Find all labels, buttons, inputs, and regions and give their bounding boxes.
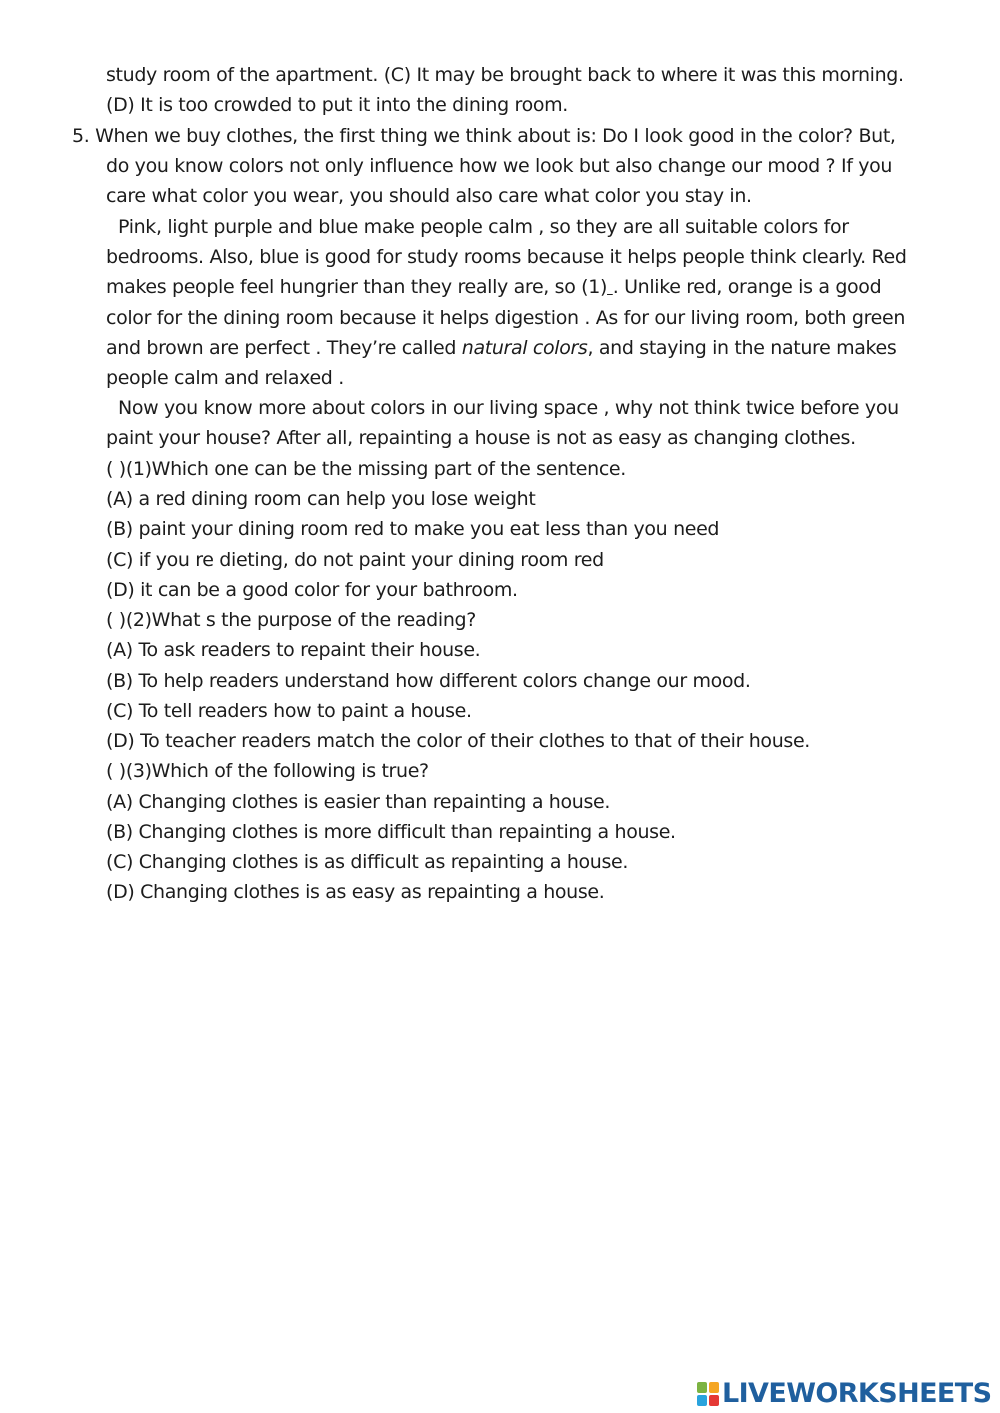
q3-option-a: (A) Changing clothes is easier than repainting a house. [106,791,611,813]
q2-option-c: (C) To tell readers how to paint a house. [106,700,472,722]
text-line: people calm and relaxed . [106,367,344,389]
text-line: care what color you wear, you should also care what color you stay in. [106,185,752,207]
question-3-prompt: ( )(3)Which of the following is true? [106,760,429,782]
paragraph-3-start: Now you know more about colors in our living space , why not think twice before you [118,397,899,419]
text-line: (D) It is too crowded to put it into the dining room. [106,94,568,116]
text-after-blank: . Unlike red, orange is a good [612,276,882,298]
liveworksheets-logo [697,1377,991,1411]
q1-option-b: (B) paint your dining room red to make you eat less than you need [106,518,720,540]
text-line: color for the dining room because it helps digestion . As for our living room, both green [106,307,906,329]
text-line: study room of the apartment. (C) It may be brought back to where it was this morning. [106,64,904,86]
logo-wordmark: LIVEWORKSHEETS [722,1378,992,1409]
paragraph-2-start: Pink, light purple and blue make people calm , so they are all suitable colors for [118,216,849,238]
q2-option-d: (D) To teacher readers match the color of their clothes to that of their house. [106,730,810,752]
q3-option-d: (D) Changing clothes is as easy as repainting a house. [106,881,605,903]
text-segment: and brown are perfect . They’re called [106,337,462,359]
q1-option-c: (C) if you re dieting, do not paint your dining room red [106,549,604,571]
question-2-prompt: ( )(2)What s the purpose of the reading? [106,609,476,631]
text-line: paint your house? After all, repainting a house is not as easy as changing clothes. [106,427,856,449]
q2-option-b: (B) To help readers understand how different colors change our mood. [106,670,751,692]
text-segment: , and staying in the nature makes [587,337,897,359]
logo-blocks-icon [697,1382,719,1406]
text-line-with-blank [106,272,881,302]
text-line: bedrooms. Also, blue is good for study rooms because it helps people think clearly. Red [106,246,907,268]
q3-option-b: (B) Changing clothes is more difficult than repainting a house. [106,821,676,843]
q1-option-d: (D) it can be a good color for your bathroom. [106,579,518,601]
italic-term-natural-colors: natural colors [461,337,588,359]
q2-option-a: (A) To ask readers to repaint their house. [106,639,481,661]
text-line-natural-colors [106,333,896,363]
q3-option-c: (C) Changing clothes is as difficult as repainting a house. [106,851,629,873]
q1-option-a: (A) a red dining room can help you lose weight [106,488,536,510]
question-5-line: 5. When we buy clothes, the first thing we think about is: Do I look good in the color? But, [72,125,896,147]
text-line: do you know colors not only influence how we look but also change our mood ? If you [106,155,893,177]
text-before-blank: makes people feel hungrier than they really are, so (1) [106,276,608,298]
question-1-prompt: ( )(1)Which one can be the missing part of the sentence. [106,458,626,480]
